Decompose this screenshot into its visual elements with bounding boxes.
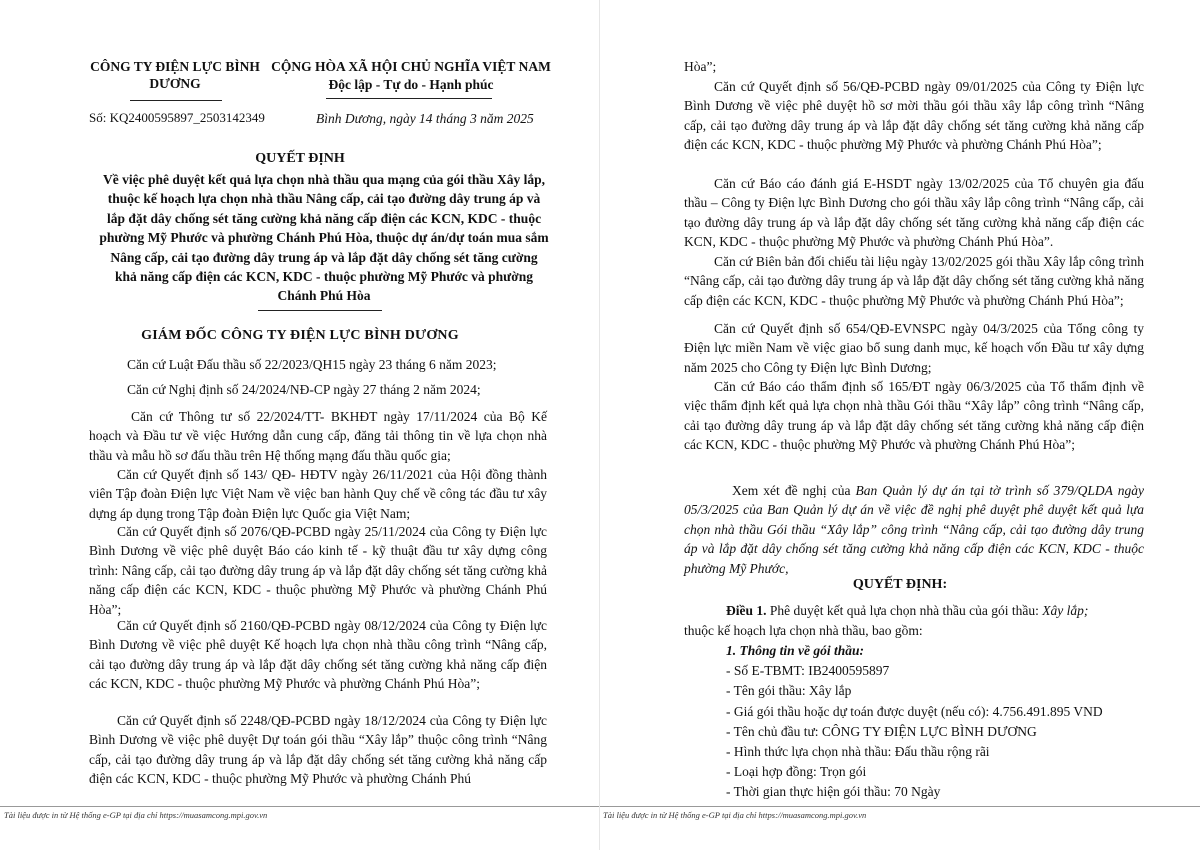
national-header [270, 58, 552, 94]
legal-basis-9: Căn cứ Báo cáo đánh giá E-HSDT ngày 13/02/2025 của Tổ chuyên gia đấu thầu – Công ty Điện lực Bình Dương cho gói thầu xây lắp công trình “Nâng cấp, cải tạo đường dây trung áp và lắp đặt dây chống sét tăng cường khả năng cấp điện các KCN, KDC - thuộc phường Mỹ Phước và phường Chánh Phú Hòa”. [684, 176, 1144, 250]
document-number: Số: KQ2400595897_2503142349 [89, 110, 265, 125]
nation-title: CỘNG HÒA XÃ HỘI CHỦ NGHĨA VIỆT NAM [271, 59, 551, 74]
legal-basis-8: Căn cứ Quyết định số 56/QĐ-PCBD ngày 09/01/2025 của Công ty Điện lực Bình Dương về việc phê duyệt hồ sơ mời thầu gói thầu xây lắp công trình “Nâng cấp, cải tạo đường dây trung áp và lắp đặt dây chống sét tăng cường khả năng cấp điện các KCN, KDC - thuộc phường Mỹ Phước và phường Chánh Phú Hòa”; [684, 79, 1144, 153]
list-item: - Hình thức lựa chọn nhà thầu: Đấu thầu rộng rãi [726, 744, 990, 760]
motto-underline [326, 98, 492, 99]
decision-subject: Về việc phê duyệt kết quả lựa chọn nhà thầu qua mạng của gói thầu Xây lắp, thuộc kế hoạch lựa chọn nhà thầu Nâng cấp, cải tạo đường dây trung áp và lắp đặt dây chống sét tăng cường khả năng cấp điện các KCN, KDC - thuộc phường Mỹ Phước và phường Chánh Phú Hòa, thuộc dự án/dự toán mua sắm Nâng cấp, cải tạo đường dây trung áp và lắp đặt dây chống sét tăng cường khả năng cấp điện các KCN, KDC - thuộc phường Mỹ Phước và phường Chánh Phú Hòa [99, 172, 549, 304]
legal-basis-5: Căn cứ Quyết định số 2076/QĐ-PCBD ngày 25/11/2024 của Công ty Điện lực Bình Dương về việc phê duyệt Báo cáo kinh tế - kỹ thuật đầu tư xây dựng công trình: Nâng cấp, cải tạo đường dây trung áp và lắp đặt dây chống sét tăng cường khả năng cấp điện các KCN, KDC - thuộc phường Mỹ Phước và phường Chánh Phú Hòa”; [89, 524, 547, 617]
legal-basis-1: Căn cứ Luật Đấu thầu số 22/2023/QH15 ngày 23 tháng 6 năm 2023; [127, 357, 497, 372]
proposal-paragraph [684, 481, 1144, 578]
right-footer-rule [600, 806, 1200, 807]
list-item: - Tên chủ đầu tư: CÔNG TY ĐIỆN LỰC BÌNH DƯƠNG [726, 723, 1037, 739]
list-item: - Giá gói thầu hoặc dự toán được duyệt (nếu có): 4.756.491.895 VND [726, 703, 1103, 719]
article-1 [684, 601, 1144, 620]
left-footer-rule [0, 806, 600, 807]
right-footer-note: Tài liệu được in từ Hệ thống e-GP tại địa chỉ https://muasamcong.mpi.gov.vn [603, 810, 867, 820]
package-info-list [726, 641, 1103, 803]
date-place: Bình Dương, ngày 14 tháng 3 năm 2025 [316, 111, 534, 126]
list-item: - Loại hợp đồng: Trọn gói [726, 764, 867, 780]
proposal-lead: Xem xét đề nghị của [732, 483, 856, 498]
legal-basis-3: Căn cứ Thông tư số 22/2024/TT- BKHĐT ngày 17/11/2024 của Bộ Kế hoạch và Đầu tư về việc Hướng dẫn cung cấp, đăng tải thông tin về lựa chọn nhà thầu và mẫu hồ sơ đấu thầu trên Hệ thống mạng đấu thầu quốc gia; [89, 409, 547, 463]
legal-basis-7: Căn cứ Quyết định số 2248/QĐ-PCBD ngày 18/12/2024 của Công ty Điện lực Bình Dương về việc phê duyệt Dự toán gói thầu “Xây lắp” thuộc công trình “Nâng cấp, cải tạo đường dây trung áp và lắp đặt dây chống sét tăng cường khả năng cấp điện các KCN, KDC - thuộc phường Mỹ Phước và phường Chánh Phú [89, 713, 547, 787]
org-name-underline [130, 100, 222, 101]
decision-heading: QUYẾT ĐỊNH: [852, 577, 948, 592]
article-1-continuation: thuộc kế hoạch lựa chọn nhà thầu, bao gồm: [684, 623, 923, 638]
subject-underline [258, 310, 382, 311]
decision-title: QUYẾT ĐỊNH [255, 151, 345, 166]
package-info-heading: 1. Thông tin về gói thầu: [726, 643, 865, 658]
article-1-package: Xây lắp; [1042, 603, 1089, 618]
legal-basis-4: Căn cứ Quyết định số 143/ QĐ- HĐTV ngày 26/11/2021 của Hội đồng thành viên Tập đoàn Điện lực Việt Nam về việc ban hành Quy chế về công tác đầu tư xây dựng áp dụng trong Tập đoàn Điện lực Quốc gia Việt Nam; [89, 467, 547, 521]
article-1-label: Điều 1. [726, 603, 767, 618]
proposal-italic: Ban Quản lý dự án tại tờ trình số 379/QLDA ngày 05/3/2025 của Ban Quản lý dự án về việc đề nghị phê duyệt phê duyệt kết quả lựa chọn nhà thầu Gói thầu “Xây lắp” công trình “Nâng cấp, cải tạo đường dây trung áp và lắp đặt dây chống sét tăng cường khả năng cấp điện các KCN, KDC - thuộc phường Mỹ Phước, [684, 483, 1144, 576]
list-item: - Tên gói thầu: Xây lắp [726, 683, 852, 699]
continuation-text: Hòa”; [684, 59, 717, 74]
left-footer-note: Tài liệu được in từ Hệ thống e-GP tại địa chỉ https://muasamcong.mpi.gov.vn [4, 810, 268, 820]
article-1-text: Phê duyệt kết quả lựa chọn nhà thầu của gói thầu: [766, 603, 1043, 618]
list-item: - Số E-TBMT: IB2400595897 [726, 663, 890, 679]
legal-basis-12: Căn cứ Báo cáo thẩm định số 165/ĐT ngày 06/3/2025 của Tổ thẩm định về việc thẩm định kết quả lựa chọn nhà thầu Gói thầu “Xây lắp” công trình “Nâng cấp, cải tạo đường dây trung áp và lắp đặt dây chống sét tăng cường khả năng cấp điện các KCN, KDC - thuộc phường Mỹ Phước và phường Chánh Phú Hòa”; [684, 379, 1144, 453]
legal-basis-10: Căn cứ Biên bản đối chiếu tài liệu ngày 13/02/2025 gói thầu Xây lắp công trình “Nâng cấp, cải tạo đường dây trung áp và lắp đặt dây chống sét tăng cường khả năng cấp điện các KCN, KDC - thuộc phường Mỹ Phước và phường Chánh Phú Hòa”; [684, 254, 1144, 308]
legal-basis-11: Căn cứ Quyết định số 654/QĐ-EVNSPC ngày 04/3/2025 của Tổng công ty Điện lực miền Nam về việc giao bổ sung danh mục, kế hoạch vốn Đầu tư xây dựng năm 2025 cho Công ty Điện lực Bình Dương; [684, 321, 1144, 375]
motto: Độc lập - Tự do - Hạnh phúc [328, 77, 494, 92]
issuing-authority: GIÁM ĐỐC CÔNG TY ĐIỆN LỰC BÌNH DƯƠNG [141, 328, 459, 343]
list-item: - Thời gian thực hiện gói thầu: 70 Ngày [726, 784, 941, 800]
org-name: CÔNG TY ĐIỆN LỰC BÌNH DƯƠNG [90, 59, 260, 91]
legal-basis-6: Căn cứ Quyết định số 2160/QĐ-PCBD ngày 08/12/2024 của Công ty Điện lực Bình Dương về việc phê duyệt Kế hoạch lựa chọn nhà thầu công trình “Nâng cấp, cải tạo đường dây trung áp và lắp đặt dây chống sét tăng cường khả năng cấp điện các KCN, KDC - thuộc phường Mỹ Phước và phường Chánh Phú Hòa”; [89, 618, 547, 692]
legal-basis-2: Căn cứ Nghị định số 24/2024/NĐ-CP ngày 27 tháng 2 năm 2024; [127, 382, 481, 397]
page-divider [599, 0, 600, 850]
